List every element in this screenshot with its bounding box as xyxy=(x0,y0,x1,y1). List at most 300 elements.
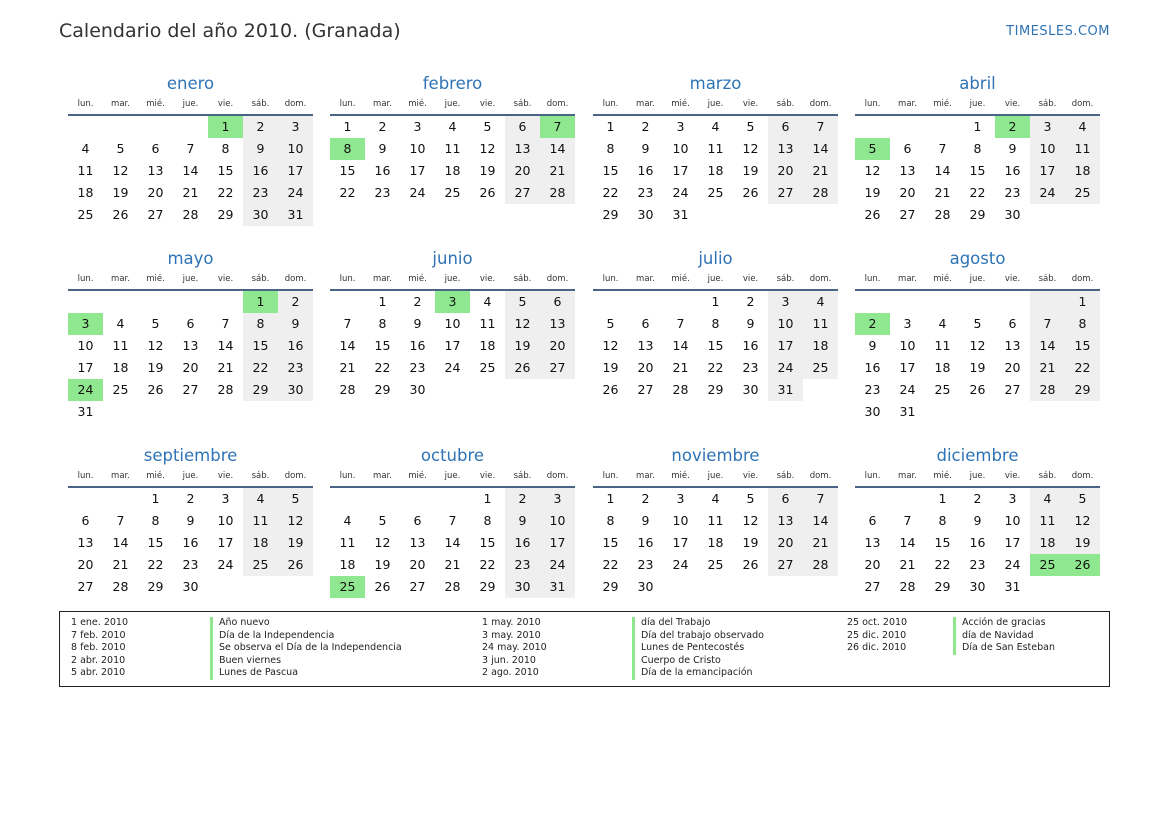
day-cell[interactable]: 28 xyxy=(540,182,575,204)
day-cell[interactable]: 17 xyxy=(899,360,916,375)
day-cell[interactable]: 11 xyxy=(243,510,278,532)
day-cell[interactable]: 26 xyxy=(479,185,496,200)
day-cell[interactable]: 1 xyxy=(973,119,982,134)
day-cell[interactable]: 20 xyxy=(182,360,199,375)
day-cell[interactable]: 21 xyxy=(540,160,575,182)
day-cell[interactable]: 1 xyxy=(151,491,160,506)
day-cell[interactable]: 14 xyxy=(934,163,951,178)
day-cell[interactable]: 12 xyxy=(278,510,313,532)
day-cell[interactable]: 28 xyxy=(182,207,199,222)
holiday-day-cell[interactable]: 5 xyxy=(855,138,890,160)
day-cell[interactable]: 20 xyxy=(899,185,916,200)
day-cell[interactable]: 21 xyxy=(182,185,199,200)
day-cell[interactable]: 22 xyxy=(374,360,391,375)
day-cell[interactable]: 30 xyxy=(864,404,881,419)
day-cell[interactable]: 9 xyxy=(413,316,422,331)
day-cell[interactable]: 10 xyxy=(77,338,94,353)
day-cell[interactable]: 22 xyxy=(707,360,724,375)
day-cell[interactable]: 23 xyxy=(243,182,278,204)
day-cell[interactable]: 13 xyxy=(505,138,540,160)
day-cell[interactable]: 15 xyxy=(1065,335,1100,357)
day-cell[interactable]: 16 xyxy=(637,535,654,550)
holiday-day-cell[interactable]: 25 xyxy=(1030,554,1065,576)
day-cell[interactable]: 22 xyxy=(969,185,986,200)
day-cell[interactable]: 1 xyxy=(938,491,947,506)
day-cell[interactable]: 26 xyxy=(742,185,759,200)
day-cell[interactable]: 30 xyxy=(637,579,654,594)
day-cell[interactable]: 24 xyxy=(899,382,916,397)
day-cell[interactable]: 2 xyxy=(641,491,650,506)
day-cell[interactable]: 7 xyxy=(676,316,685,331)
day-cell[interactable]: 11 xyxy=(707,513,724,528)
day-cell[interactable]: 27 xyxy=(409,579,426,594)
day-cell[interactable]: 29 xyxy=(602,207,619,222)
day-cell[interactable]: 4 xyxy=(343,513,352,528)
holiday-day-cell[interactable]: 1 xyxy=(243,291,278,313)
day-cell[interactable]: 8 xyxy=(606,513,615,528)
day-cell[interactable]: 19 xyxy=(742,535,759,550)
day-cell[interactable]: 17 xyxy=(1030,160,1065,182)
day-cell[interactable]: 14 xyxy=(672,338,689,353)
day-cell[interactable]: 17 xyxy=(409,163,426,178)
day-cell[interactable]: 2 xyxy=(746,294,755,309)
day-cell[interactable]: 24 xyxy=(768,357,803,379)
day-cell[interactable]: 30 xyxy=(505,576,540,598)
day-cell[interactable]: 13 xyxy=(864,535,881,550)
day-cell[interactable]: 16 xyxy=(182,535,199,550)
day-cell[interactable]: 22 xyxy=(147,557,164,572)
brand-link[interactable]: TIMESLES.COM xyxy=(1006,24,1110,39)
day-cell[interactable]: 29 xyxy=(707,382,724,397)
holiday-day-cell[interactable]: 7 xyxy=(540,116,575,138)
day-cell[interactable]: 24 xyxy=(672,185,689,200)
day-cell[interactable]: 18 xyxy=(1030,532,1065,554)
day-cell[interactable]: 20 xyxy=(768,160,803,182)
day-cell[interactable]: 5 xyxy=(278,488,313,510)
day-cell[interactable]: 20 xyxy=(540,335,575,357)
day-cell[interactable]: 12 xyxy=(505,313,540,335)
day-cell[interactable]: 8 xyxy=(151,513,160,528)
day-cell[interactable]: 26 xyxy=(505,357,540,379)
day-cell[interactable]: 13 xyxy=(409,535,426,550)
day-cell[interactable]: 14 xyxy=(1030,335,1065,357)
day-cell[interactable]: 28 xyxy=(899,579,916,594)
day-cell[interactable]: 16 xyxy=(278,335,313,357)
day-cell[interactable]: 29 xyxy=(934,579,951,594)
day-cell[interactable]: 25 xyxy=(479,360,496,375)
day-cell[interactable]: 6 xyxy=(1008,316,1017,331)
holiday-day-cell[interactable]: 2 xyxy=(855,313,890,335)
day-cell[interactable]: 30 xyxy=(742,382,759,397)
day-cell[interactable]: 5 xyxy=(483,119,492,134)
day-cell[interactable]: 4 xyxy=(711,491,720,506)
day-cell[interactable]: 19 xyxy=(374,557,391,572)
day-cell[interactable]: 19 xyxy=(278,532,313,554)
day-cell[interactable]: 16 xyxy=(409,338,426,353)
day-cell[interactable]: 20 xyxy=(505,160,540,182)
day-cell[interactable]: 1 xyxy=(711,294,720,309)
day-cell[interactable]: 18 xyxy=(479,338,496,353)
day-cell[interactable]: 2 xyxy=(186,491,195,506)
day-cell[interactable]: 26 xyxy=(147,382,164,397)
day-cell[interactable]: 22 xyxy=(934,557,951,572)
day-cell[interactable]: 2 xyxy=(973,491,982,506)
holiday-day-cell[interactable]: 26 xyxy=(1065,554,1100,576)
day-cell[interactable]: 11 xyxy=(444,141,461,156)
day-cell[interactable]: 16 xyxy=(969,535,986,550)
day-cell[interactable]: 26 xyxy=(374,579,391,594)
day-cell[interactable]: 27 xyxy=(77,579,94,594)
day-cell[interactable]: 25 xyxy=(444,185,461,200)
day-cell[interactable]: 27 xyxy=(147,207,164,222)
day-cell[interactable]: 10 xyxy=(672,513,689,528)
day-cell[interactable]: 26 xyxy=(278,554,313,576)
day-cell[interactable]: 5 xyxy=(973,316,982,331)
day-cell[interactable]: 10 xyxy=(1030,138,1065,160)
day-cell[interactable]: 21 xyxy=(672,360,689,375)
day-cell[interactable]: 22 xyxy=(243,357,278,379)
day-cell[interactable]: 13 xyxy=(540,313,575,335)
day-cell[interactable]: 24 xyxy=(540,554,575,576)
day-cell[interactable]: 4 xyxy=(711,119,720,134)
day-cell[interactable]: 15 xyxy=(339,163,356,178)
day-cell[interactable]: 25 xyxy=(707,557,724,572)
day-cell[interactable]: 14 xyxy=(339,338,356,353)
day-cell[interactable]: 7 xyxy=(116,513,125,528)
day-cell[interactable]: 31 xyxy=(672,207,689,222)
day-cell[interactable]: 2 xyxy=(413,294,422,309)
day-cell[interactable]: 2 xyxy=(243,116,278,138)
day-cell[interactable]: 24 xyxy=(278,182,313,204)
day-cell[interactable]: 20 xyxy=(1004,360,1021,375)
day-cell[interactable]: 11 xyxy=(339,535,356,550)
day-cell[interactable]: 23 xyxy=(637,557,654,572)
day-cell[interactable]: 29 xyxy=(602,579,619,594)
day-cell[interactable]: 28 xyxy=(672,382,689,397)
day-cell[interactable]: 8 xyxy=(483,513,492,528)
day-cell[interactable]: 25 xyxy=(112,382,129,397)
day-cell[interactable]: 20 xyxy=(147,185,164,200)
day-cell[interactable]: 19 xyxy=(505,335,540,357)
holiday-day-cell[interactable]: 1 xyxy=(208,116,243,138)
day-cell[interactable]: 22 xyxy=(479,557,496,572)
day-cell[interactable]: 26 xyxy=(969,382,986,397)
day-cell[interactable]: 27 xyxy=(540,357,575,379)
day-cell[interactable]: 24 xyxy=(672,557,689,572)
day-cell[interactable]: 23 xyxy=(1004,185,1021,200)
day-cell[interactable]: 5 xyxy=(746,119,755,134)
day-cell[interactable]: 9 xyxy=(868,338,877,353)
day-cell[interactable]: 9 xyxy=(641,513,650,528)
day-cell[interactable]: 12 xyxy=(742,513,759,528)
day-cell[interactable]: 22 xyxy=(1065,357,1100,379)
day-cell[interactable]: 11 xyxy=(112,338,129,353)
day-cell[interactable]: 22 xyxy=(339,185,356,200)
day-cell[interactable]: 13 xyxy=(1004,338,1021,353)
day-cell[interactable]: 21 xyxy=(444,557,461,572)
day-cell[interactable]: 1 xyxy=(378,294,387,309)
day-cell[interactable]: 2 xyxy=(641,119,650,134)
day-cell[interactable]: 13 xyxy=(147,163,164,178)
day-cell[interactable]: 15 xyxy=(243,335,278,357)
day-cell[interactable]: 28 xyxy=(803,182,838,204)
day-cell[interactable]: 19 xyxy=(1065,532,1100,554)
day-cell[interactable]: 4 xyxy=(1065,116,1100,138)
holiday-day-cell[interactable]: 24 xyxy=(68,379,103,401)
day-cell[interactable]: 2 xyxy=(278,291,313,313)
day-cell[interactable]: 3 xyxy=(1030,116,1065,138)
day-cell[interactable]: 26 xyxy=(864,207,881,222)
day-cell[interactable]: 20 xyxy=(864,557,881,572)
day-cell[interactable]: 28 xyxy=(112,579,129,594)
day-cell[interactable]: 26 xyxy=(602,382,619,397)
day-cell[interactable]: 6 xyxy=(151,141,160,156)
day-cell[interactable]: 11 xyxy=(1030,510,1065,532)
day-cell[interactable]: 19 xyxy=(742,163,759,178)
day-cell[interactable]: 17 xyxy=(77,360,94,375)
day-cell[interactable]: 31 xyxy=(540,576,575,598)
day-cell[interactable]: 30 xyxy=(969,579,986,594)
day-cell[interactable]: 5 xyxy=(378,513,387,528)
day-cell[interactable]: 4 xyxy=(938,316,947,331)
day-cell[interactable]: 22 xyxy=(602,185,619,200)
day-cell[interactable]: 23 xyxy=(409,360,426,375)
day-cell[interactable]: 8 xyxy=(1065,313,1100,335)
day-cell[interactable]: 3 xyxy=(676,491,685,506)
day-cell[interactable]: 5 xyxy=(746,491,755,506)
day-cell[interactable]: 12 xyxy=(479,141,496,156)
day-cell[interactable]: 4 xyxy=(1030,488,1065,510)
day-cell[interactable]: 25 xyxy=(803,357,838,379)
day-cell[interactable]: 15 xyxy=(602,163,619,178)
day-cell[interactable]: 16 xyxy=(243,160,278,182)
day-cell[interactable]: 7 xyxy=(803,116,838,138)
day-cell[interactable]: 20 xyxy=(409,557,426,572)
day-cell[interactable]: 15 xyxy=(147,535,164,550)
day-cell[interactable]: 21 xyxy=(1030,357,1065,379)
day-cell[interactable]: 19 xyxy=(969,360,986,375)
day-cell[interactable]: 31 xyxy=(278,204,313,226)
day-cell[interactable]: 7 xyxy=(803,488,838,510)
day-cell[interactable]: 29 xyxy=(217,207,234,222)
day-cell[interactable]: 12 xyxy=(969,338,986,353)
day-cell[interactable]: 17 xyxy=(768,335,803,357)
day-cell[interactable]: 1 xyxy=(483,491,492,506)
day-cell[interactable]: 7 xyxy=(938,141,947,156)
day-cell[interactable]: 26 xyxy=(112,207,129,222)
day-cell[interactable]: 7 xyxy=(343,316,352,331)
day-cell[interactable]: 31 xyxy=(1004,579,1021,594)
day-cell[interactable]: 7 xyxy=(1030,313,1065,335)
day-cell[interactable]: 12 xyxy=(602,338,619,353)
day-cell[interactable]: 31 xyxy=(899,404,916,419)
day-cell[interactable]: 15 xyxy=(969,163,986,178)
day-cell[interactable]: 7 xyxy=(221,316,230,331)
day-cell[interactable]: 14 xyxy=(217,338,234,353)
day-cell[interactable]: 11 xyxy=(707,141,724,156)
day-cell[interactable]: 19 xyxy=(479,163,496,178)
day-cell[interactable]: 3 xyxy=(768,291,803,313)
day-cell[interactable]: 11 xyxy=(1065,138,1100,160)
day-cell[interactable]: 18 xyxy=(707,163,724,178)
day-cell[interactable]: 1 xyxy=(1065,291,1100,313)
day-cell[interactable]: 27 xyxy=(899,207,916,222)
day-cell[interactable]: 10 xyxy=(278,138,313,160)
day-cell[interactable]: 1 xyxy=(606,119,615,134)
day-cell[interactable]: 9 xyxy=(973,513,982,528)
day-cell[interactable]: 13 xyxy=(768,138,803,160)
day-cell[interactable]: 6 xyxy=(641,316,650,331)
day-cell[interactable]: 16 xyxy=(505,532,540,554)
day-cell[interactable]: 5 xyxy=(1065,488,1100,510)
day-cell[interactable]: 27 xyxy=(768,182,803,204)
day-cell[interactable]: 11 xyxy=(479,316,496,331)
day-cell[interactable]: 14 xyxy=(899,535,916,550)
holiday-day-cell[interactable]: 2 xyxy=(995,116,1030,138)
day-cell[interactable]: 17 xyxy=(217,535,234,550)
day-cell[interactable]: 19 xyxy=(864,185,881,200)
day-cell[interactable]: 6 xyxy=(903,141,912,156)
day-cell[interactable]: 28 xyxy=(1030,379,1065,401)
day-cell[interactable]: 24 xyxy=(1030,182,1065,204)
day-cell[interactable]: 12 xyxy=(742,141,759,156)
day-cell[interactable]: 16 xyxy=(864,360,881,375)
day-cell[interactable]: 9 xyxy=(243,138,278,160)
day-cell[interactable]: 12 xyxy=(864,163,881,178)
day-cell[interactable]: 18 xyxy=(803,335,838,357)
day-cell[interactable]: 28 xyxy=(934,207,951,222)
day-cell[interactable]: 19 xyxy=(147,360,164,375)
day-cell[interactable]: 27 xyxy=(768,554,803,576)
day-cell[interactable]: 24 xyxy=(444,360,461,375)
day-cell[interactable]: 5 xyxy=(606,316,615,331)
day-cell[interactable]: 3 xyxy=(1008,491,1017,506)
day-cell[interactable]: 31 xyxy=(77,404,94,419)
day-cell[interactable]: 24 xyxy=(1004,557,1021,572)
day-cell[interactable]: 9 xyxy=(505,510,540,532)
day-cell[interactable]: 13 xyxy=(768,510,803,532)
day-cell[interactable]: 17 xyxy=(278,160,313,182)
day-cell[interactable]: 10 xyxy=(540,510,575,532)
day-cell[interactable]: 29 xyxy=(1065,379,1100,401)
day-cell[interactable]: 15 xyxy=(934,535,951,550)
day-cell[interactable]: 20 xyxy=(768,532,803,554)
day-cell[interactable]: 28 xyxy=(803,554,838,576)
holiday-day-cell[interactable]: 8 xyxy=(330,138,365,160)
day-cell[interactable]: 30 xyxy=(182,579,199,594)
day-cell[interactable]: 13 xyxy=(637,338,654,353)
day-cell[interactable]: 6 xyxy=(540,291,575,313)
day-cell[interactable]: 17 xyxy=(540,532,575,554)
day-cell[interactable]: 8 xyxy=(606,141,615,156)
day-cell[interactable]: 23 xyxy=(278,357,313,379)
day-cell[interactable]: 15 xyxy=(374,338,391,353)
day-cell[interactable]: 8 xyxy=(711,316,720,331)
day-cell[interactable]: 8 xyxy=(243,313,278,335)
day-cell[interactable]: 27 xyxy=(505,182,540,204)
day-cell[interactable]: 9 xyxy=(278,313,313,335)
day-cell[interactable]: 5 xyxy=(505,291,540,313)
day-cell[interactable]: 20 xyxy=(637,360,654,375)
day-cell[interactable]: 29 xyxy=(969,207,986,222)
day-cell[interactable]: 20 xyxy=(77,557,94,572)
day-cell[interactable]: 14 xyxy=(112,535,129,550)
day-cell[interactable]: 25 xyxy=(243,554,278,576)
day-cell[interactable]: 7 xyxy=(448,513,457,528)
day-cell[interactable]: 2 xyxy=(378,119,387,134)
day-cell[interactable]: 6 xyxy=(505,116,540,138)
day-cell[interactable]: 6 xyxy=(81,513,90,528)
day-cell[interactable]: 15 xyxy=(479,535,496,550)
day-cell[interactable]: 2 xyxy=(505,488,540,510)
day-cell[interactable]: 6 xyxy=(768,488,803,510)
day-cell[interactable]: 10 xyxy=(768,313,803,335)
day-cell[interactable]: 10 xyxy=(899,338,916,353)
day-cell[interactable]: 18 xyxy=(934,360,951,375)
day-cell[interactable]: 23 xyxy=(182,557,199,572)
day-cell[interactable]: 10 xyxy=(672,141,689,156)
day-cell[interactable]: 24 xyxy=(409,185,426,200)
day-cell[interactable]: 13 xyxy=(182,338,199,353)
day-cell[interactable]: 3 xyxy=(676,119,685,134)
day-cell[interactable]: 21 xyxy=(339,360,356,375)
day-cell[interactable]: 23 xyxy=(864,382,881,397)
day-cell[interactable]: 21 xyxy=(803,160,838,182)
day-cell[interactable]: 17 xyxy=(672,163,689,178)
day-cell[interactable]: 22 xyxy=(217,185,234,200)
day-cell[interactable]: 15 xyxy=(602,535,619,550)
day-cell[interactable]: 5 xyxy=(116,141,125,156)
day-cell[interactable]: 17 xyxy=(672,535,689,550)
day-cell[interactable]: 23 xyxy=(742,360,759,375)
day-cell[interactable]: 14 xyxy=(540,138,575,160)
day-cell[interactable]: 10 xyxy=(444,316,461,331)
day-cell[interactable]: 7 xyxy=(903,513,912,528)
day-cell[interactable]: 29 xyxy=(147,579,164,594)
day-cell[interactable]: 30 xyxy=(637,207,654,222)
day-cell[interactable]: 12 xyxy=(1065,510,1100,532)
day-cell[interactable]: 23 xyxy=(374,185,391,200)
day-cell[interactable]: 18 xyxy=(444,163,461,178)
day-cell[interactable]: 9 xyxy=(1008,141,1017,156)
day-cell[interactable]: 17 xyxy=(1004,535,1021,550)
day-cell[interactable]: 10 xyxy=(409,141,426,156)
day-cell[interactable]: 4 xyxy=(803,291,838,313)
day-cell[interactable]: 18 xyxy=(243,532,278,554)
day-cell[interactable]: 26 xyxy=(742,557,759,572)
day-cell[interactable]: 14 xyxy=(803,510,838,532)
day-cell[interactable]: 3 xyxy=(221,491,230,506)
holiday-day-cell[interactable]: 3 xyxy=(68,313,103,335)
day-cell[interactable]: 9 xyxy=(746,316,755,331)
day-cell[interactable]: 21 xyxy=(899,557,916,572)
day-cell[interactable]: 27 xyxy=(637,382,654,397)
day-cell[interactable]: 4 xyxy=(483,294,492,309)
day-cell[interactable]: 16 xyxy=(637,163,654,178)
day-cell[interactable]: 31 xyxy=(768,379,803,401)
day-cell[interactable]: 18 xyxy=(77,185,94,200)
day-cell[interactable]: 18 xyxy=(112,360,129,375)
day-cell[interactable]: 15 xyxy=(217,163,234,178)
day-cell[interactable]: 4 xyxy=(448,119,457,134)
day-cell[interactable]: 30 xyxy=(409,382,426,397)
day-cell[interactable]: 19 xyxy=(602,360,619,375)
day-cell[interactable]: 9 xyxy=(186,513,195,528)
day-cell[interactable]: 23 xyxy=(969,557,986,572)
day-cell[interactable]: 3 xyxy=(278,116,313,138)
day-cell[interactable]: 4 xyxy=(243,488,278,510)
day-cell[interactable]: 5 xyxy=(151,316,160,331)
